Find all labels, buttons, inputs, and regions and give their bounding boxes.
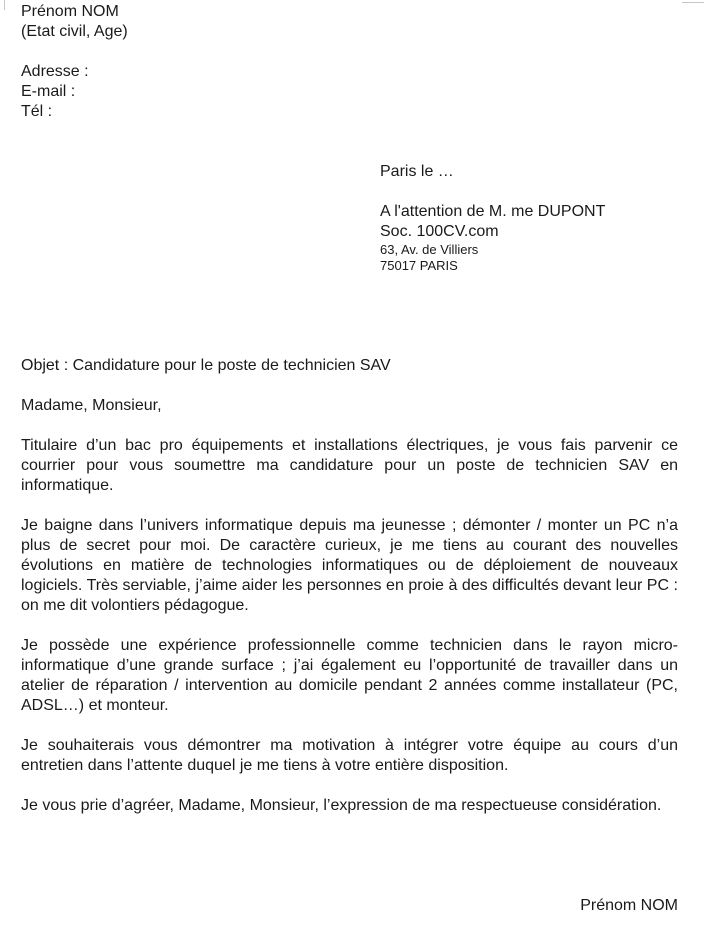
sender-civil-status: (Etat civil, Age): [21, 23, 128, 40]
sender-email-label: E-mail :: [21, 83, 76, 100]
sender-phone-label: Tél :: [21, 103, 53, 120]
paragraph-1: Titulaire d’un bac pro équipements et installations électriques, je vous fais parvenir ce courrier pour vous soumettre ma candidature pour un poste de technicien SAV en informatique.: [21, 437, 678, 494]
paragraph-3: Je possède une expérience professionnelle comme technicien dans le rayon micro-informatique d’une grande surface ; j’ai également eu l’opportunité de travailler dans un atelier de réparation / intervention au domicile pendant 2 années comme installateur (PC, ADSL…) et monteur.: [21, 637, 678, 714]
page-corner-mark-left: [4, 0, 11, 10]
signature: Prénom NOM: [580, 897, 678, 914]
letter-greeting: Madame, Monsieur,: [21, 397, 162, 414]
paragraph-2: Je baigne dans l’univers informatique depuis ma jeunesse ; démonter / monter un PC n’a plus de secret pour moi. De caractère curieux, je me tiens au courant des nouvelles évolutions en matière de technologies informatiques ou de déploiement de nouveaux logiciels. Très serviable, j’aime aider les personnes en proie à des difficultés devant leur PC : on me dit volontiers pédagogue.: [21, 517, 678, 614]
place-date: Paris le …: [380, 163, 454, 180]
paragraph-5: Je vous prie d’agréer, Madame, Monsieur, l’expression de ma respectueuse considération.: [21, 797, 662, 814]
recipient-attention: A l'attention de M. me DUPONT: [380, 203, 606, 220]
letter-body: [21, 356, 678, 816]
letter-subject: Objet : Candidature pour le poste de technicien SAV: [21, 357, 391, 374]
paragraph-4: Je souhaiterais vous démontrer ma motivation à intégrer votre équipe au cours d’un entretien dans l’attente duquel je me tiens à votre entière disposition.: [21, 737, 678, 774]
page-corner-mark-right: [682, 0, 704, 3]
recipient-company: Soc. 100CV.com: [380, 223, 499, 240]
sender-name: Prénom NOM: [21, 3, 119, 20]
recipient-city: 75017 PARIS: [380, 258, 458, 273]
recipient-block: [380, 162, 680, 274]
sender-address-label: Adresse :: [21, 63, 89, 80]
recipient-street: 63, Av. de Villiers: [380, 242, 479, 257]
sender-block: [21, 2, 321, 122]
